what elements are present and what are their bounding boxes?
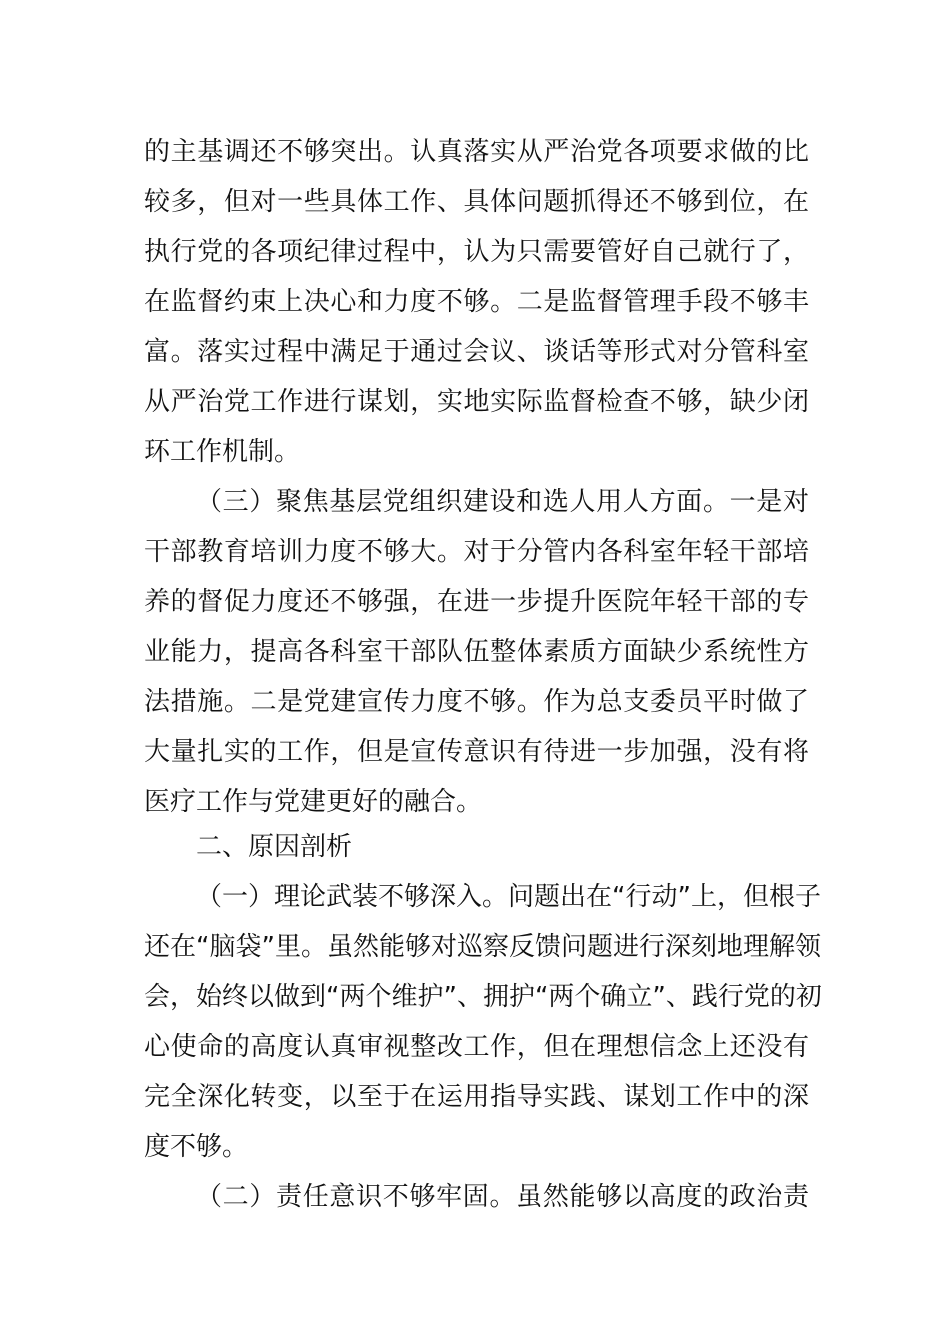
text-line: 法措施。二是党建宣传力度不够。作为总支委员平时做了 [144,687,809,717]
text-line: 富。落实过程中满足于通过会议、谈话等形式对分管科室 [144,337,809,367]
text-line: 执行党的各项纪律过程中，认为只需要管好自己就行了， [144,237,809,267]
text-line: 在监督约束上决心和力度不够。二是监督管理手段不够丰 [144,287,809,317]
text-line: 大量扎实的工作，但是宣传意识有待进一步加强，没有将 [144,737,809,767]
text-line: 医疗工作与党建更好的融合。 [144,787,483,817]
text-line: 从严治党工作进行谋划，实地实际监督检查不够，缺少闭 [144,387,809,417]
section-heading-line: （三）聚焦基层党组织建设和选人用人方面。一是对 [196,487,809,517]
text-line: 的主基调还不够突出。认真落实从严治党各项要求做的比 [144,137,809,167]
section-heading-line: （一）理论武装不够深入。问题出在“行动”上，但根子 [196,882,821,912]
text-line: 还在“脑袋”里。虽然能够对巡察反馈问题进行深刻地理解领 [144,932,821,962]
text-line: 业能力，提高各科室干部队伍整体素质方面缺少系统性方 [144,637,809,667]
text-line: 养的督促力度还不够强，在进一步提升医院年轻干部的专 [144,587,809,617]
text-line: 干部教育培训力度不够大。对于分管内各科室年轻干部培 [144,537,809,567]
section-title: 二、原因剖析 [196,832,353,862]
text-line: 环工作机制。 [144,437,301,467]
text-line: 较多，但对一些具体工作、具体问题抓得还不够到位，在 [144,187,809,217]
text-line: 完全深化转变，以至于在运用指导实践、谋划工作中的深 [144,1082,809,1112]
text-line: 会，始终以做到“两个维护”、拥护“两个确立”、践行党的初 [144,982,822,1012]
section-heading-line: （二）责任意识不够牢固。虽然能够以高度的政治责 [196,1182,809,1212]
text-line: 心使命的高度认真审视整改工作，但在理想信念上还没有 [144,1032,809,1062]
text-line: 度不够。 [144,1132,249,1162]
